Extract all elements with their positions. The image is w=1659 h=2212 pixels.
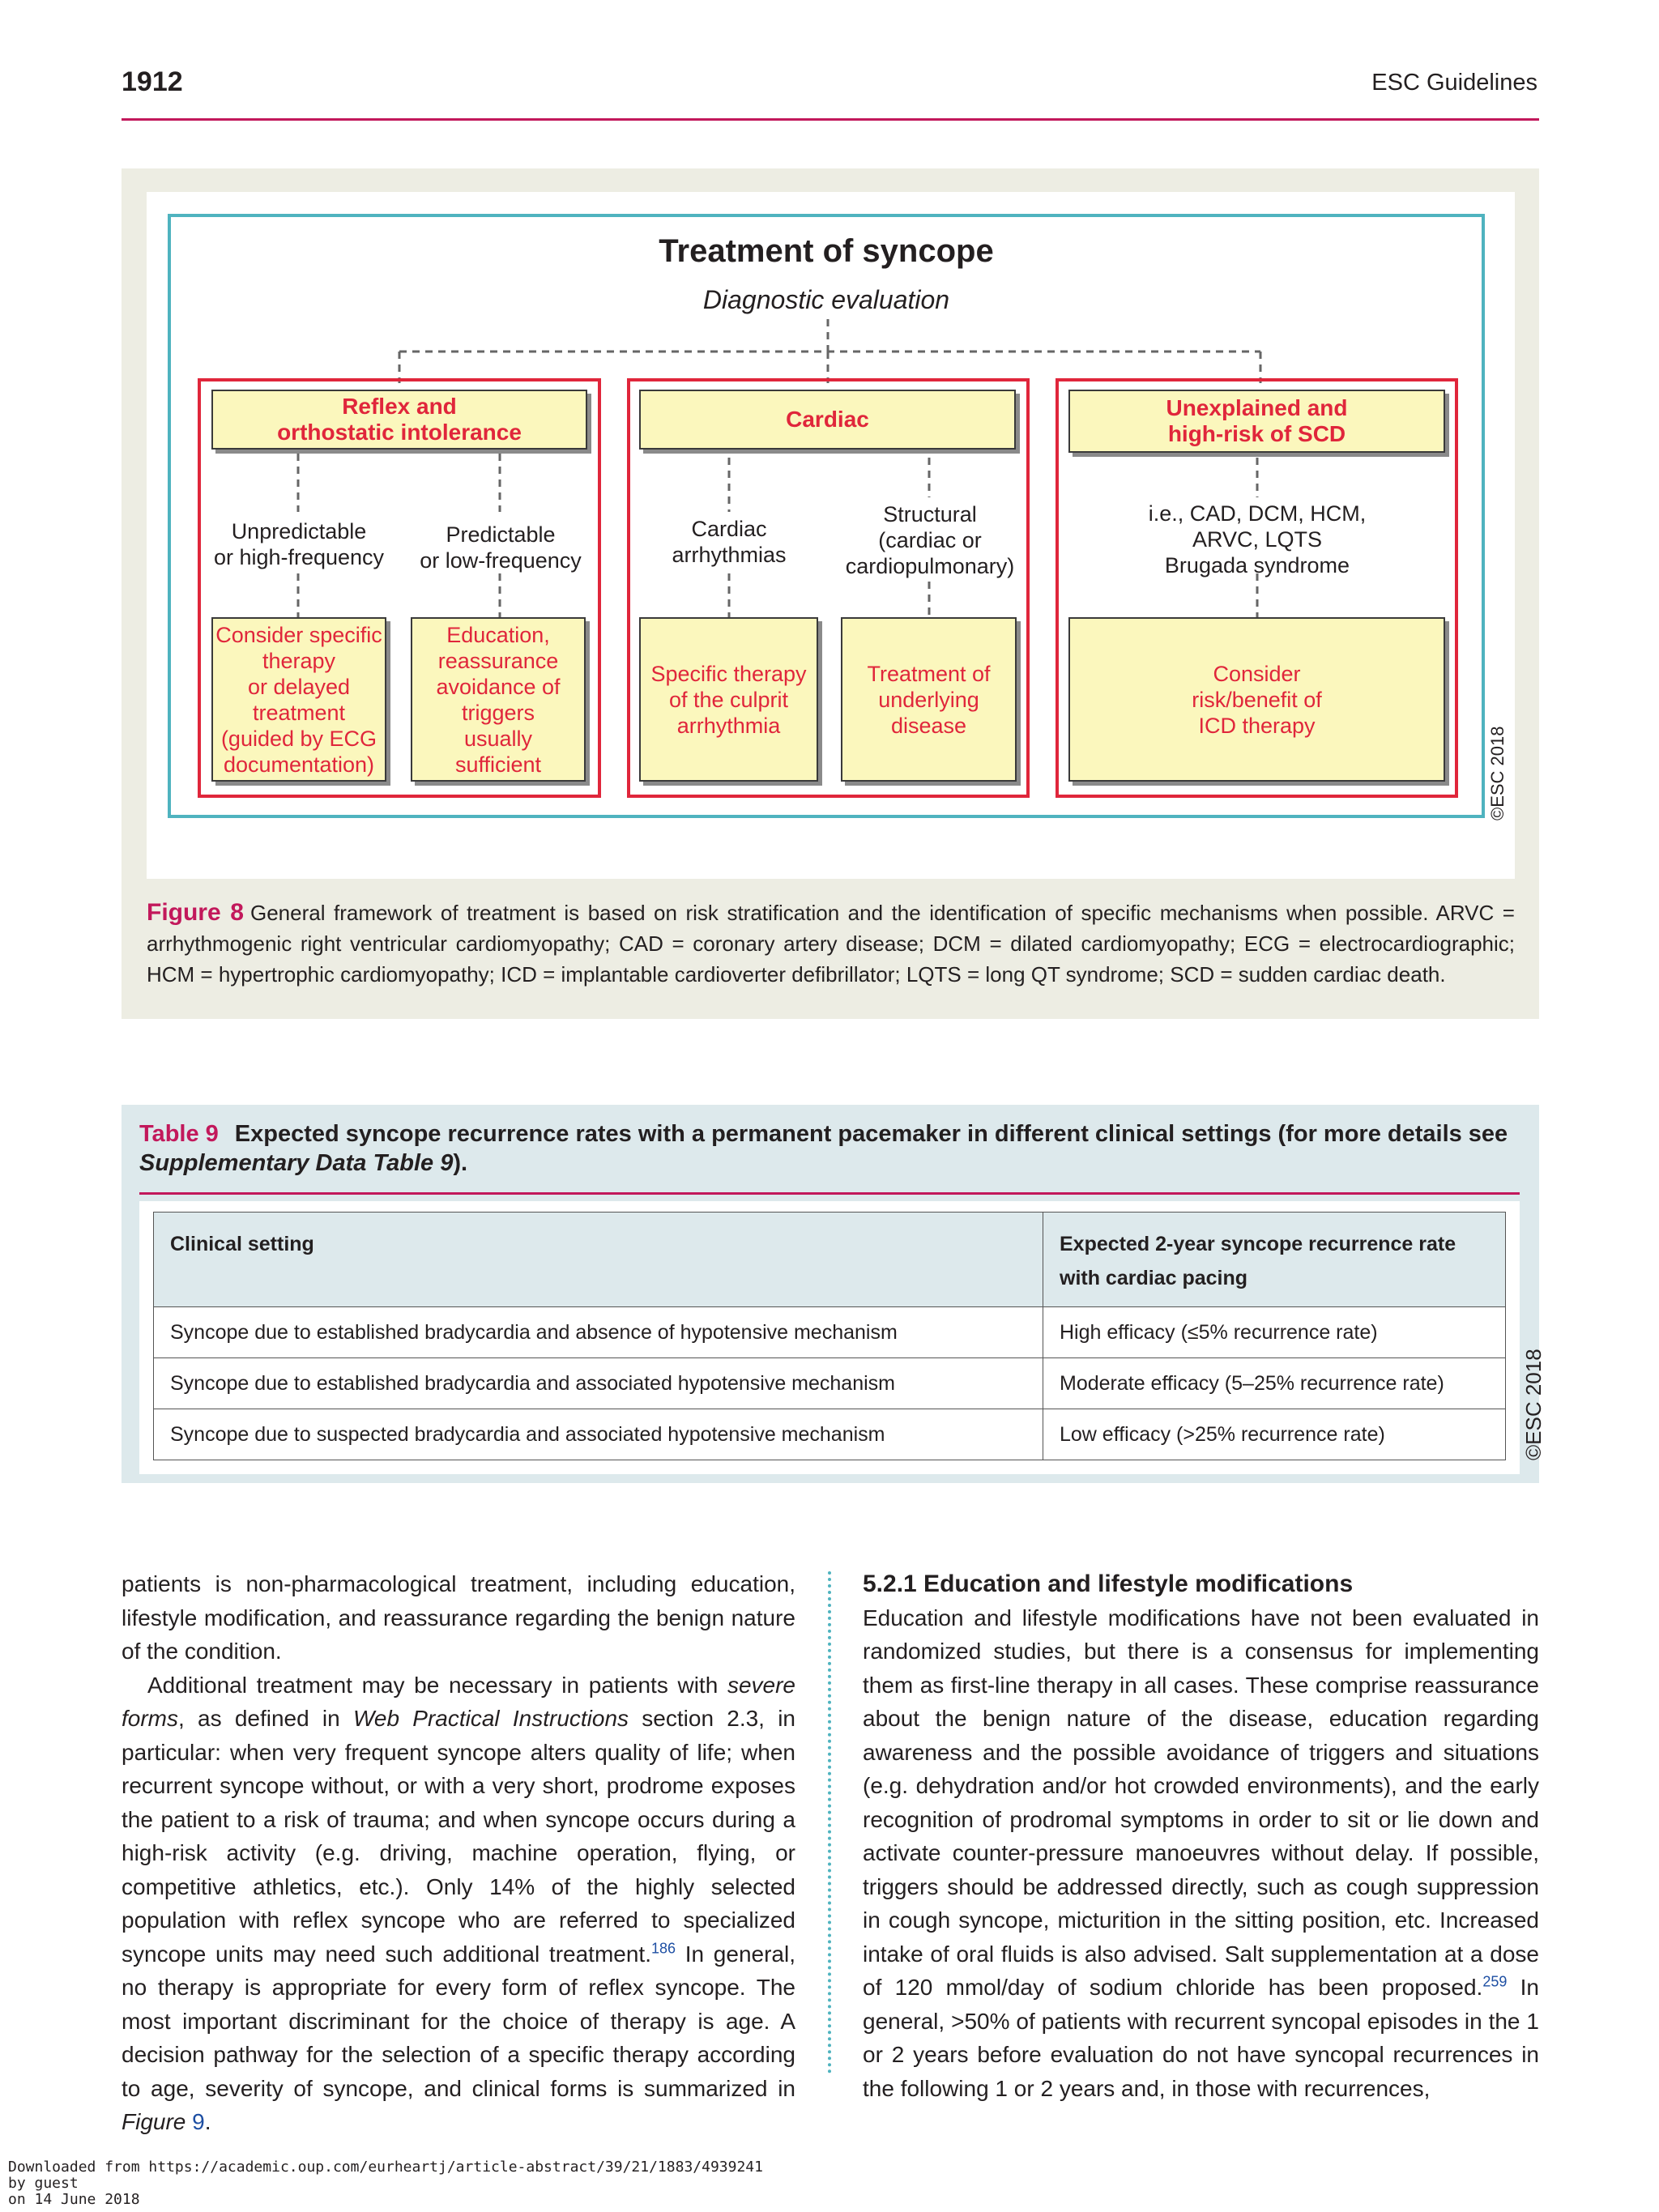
text-run: , as defined in [178, 1706, 353, 1731]
figure-reference-word[interactable]: Figure [122, 2109, 186, 2134]
download-footer: Downloaded from https://academic.oup.com/eurheartj/article-abstract/39/21/1883/4939241 by guest on 14 June 2018 [8, 2159, 763, 2208]
cardiac-condition-arrhythmias: Cardiac arrhythmias [672, 517, 787, 567]
group-scd-header: Unexplained and high-risk of SCD [1068, 390, 1445, 453]
text-run: Additional treatment may be necessary in patients with [147, 1672, 727, 1698]
table-cell: Syncope due to established bradycardia and associated hypotensive mechanism [154, 1358, 1043, 1409]
body-paragraph [863, 1601, 1539, 2106]
body-column-right [863, 1567, 1539, 2105]
figure-caption [147, 897, 1515, 990]
table-row [154, 1409, 1506, 1460]
table-title [139, 1119, 1516, 1178]
column-header-clinical-setting: Clinical setting [154, 1213, 1043, 1307]
body-column-left [122, 1567, 795, 2139]
table-row [154, 1358, 1506, 1409]
cardiac-treatment-specific: Specific therapy of the culprit arrhythmia [639, 617, 818, 782]
cardiac-treatment-underlying: Treatment of underlying disease [841, 617, 1017, 782]
recurrence-table [153, 1212, 1506, 1460]
reference-link[interactable]: 186 [650, 1940, 676, 1957]
group-cardiac-header: Cardiac [639, 390, 1016, 450]
scd-treatment-icd: Consider risk/benefit of ICD therapy [1068, 617, 1445, 782]
figure-reference-link[interactable] [122, 2109, 205, 2134]
text-run: . [204, 2109, 211, 2134]
text-run: In general, no therapy is appropriate for every form of reflex syncope. The most important discriminant for the choice of therapy is age. A decision pathway for the selection of a specific therapy according to age, severity of syncope, and clinical forms is summarized in [122, 1941, 795, 2101]
cardiac-condition-structural: Structural (cardiac or cardiopulmonary) [845, 502, 1015, 578]
group-reflex-header: Reflex and orthostatic intolerance [211, 390, 587, 450]
text-run: In general, >50% of patients with recurrent syncopal episodes in the 1 or 2 years before evaluation do not have syncopal recurrences in the following 1 or 2 years and, in those with recurrences, [863, 1975, 1539, 2101]
table-cell: High efficacy (≤5% recurrence rate) [1043, 1307, 1506, 1358]
figure-reference-number[interactable]: 9 [192, 2109, 205, 2134]
reflex-treatment-education: Education, reassurance avoidance of triggers usually sufficient [411, 617, 586, 782]
scd-condition: i.e., CAD, DCM, HCM, ARVC, LQTS Brugada syndrome [1148, 501, 1367, 578]
table-title-end: ). [453, 1150, 468, 1176]
table-header-row [154, 1213, 1506, 1307]
figure-copyright: ©ESC 2018 [1487, 726, 1508, 820]
body-paragraph [122, 1669, 795, 2139]
table-rule [139, 1192, 1520, 1195]
reflex-treatment-specific: Consider specific therapy or delayed treatment (guided by ECG documentation) [211, 617, 386, 782]
table-cell: Low efficacy (>25% recurrence rate) [1043, 1409, 1506, 1460]
body-paragraph: patients is non-pharmacological treatment, including education, lifestyle modification, and reassurance regarding the benign nature of the condition. [122, 1571, 795, 1664]
figure-caption-label: Figure 8 [147, 899, 244, 926]
figure-subtitle: Diagnostic evaluation [702, 285, 950, 314]
figure-title: Treatment of syncope [659, 233, 994, 269]
table-label: Table 9 [139, 1121, 219, 1147]
column-divider [828, 1571, 831, 2073]
table-cell: Moderate efficacy (5–25% recurrence rate) [1043, 1358, 1506, 1409]
reflex-condition-predictable: Predictable or low-frequency [420, 522, 582, 573]
table-cell: Syncope due to suspected bradycardia and associated hypotensive mechanism [154, 1409, 1043, 1460]
reference-link[interactable]: 259 [1482, 1973, 1508, 1990]
table-row [154, 1307, 1506, 1358]
section-heading: 5.2.1 Education and lifestyle modifications [863, 1571, 1354, 1597]
reflex-condition-unpredictable: Unpredictable or high-frequency [213, 519, 385, 569]
table-title-text: Expected syncope recurrence rates with a permanent pacemaker in different clinical settings (for more details see [234, 1121, 1508, 1147]
column-header-recurrence-rate: Expected 2-year syncope recurrence rate with cardiac pacing [1043, 1213, 1506, 1307]
figure-caption-text: General framework of treatment is based on risk stratification and the identification of specific mechanisms when possible. ARVC = arrhythmogenic right ventricular cardiomyopathy; CAD = coronary artery disease; DCM = dilated cardiomyopathy; ECG = electrocardiographic; HCM = hypertrophic cardiomyopathy; ICD = implantable cardioverter defibrillator; LQTS = long QT syndrome; SCD = sudden cardiac death. [147, 901, 1515, 987]
table-copyright: ©ESC 2018 [1521, 1349, 1546, 1460]
table-cell: Syncope due to established bradycardia and absence of hypotensive mechanism [154, 1307, 1043, 1358]
text-italic: Web Practical Instructions [352, 1706, 629, 1731]
running-header: ESC Guidelines [1371, 70, 1537, 96]
text-run: Education and lifestyle modifications have not been evaluated in randomized studies, but there is a consensus for implementing them as first-line therapy in all cases. These comprise reassurance about the benign nature of the disease, education regarding awareness and the possible avoidance of triggers and situations (e.g. dehydration and/or hot crowded environments), and the early recognition of prodromal symptoms in order to sit or lie down and activate counter-pressure manoeuvres without delay. If possible, triggers should be addressed directly, such as cough suppression in cough syncope, micturition in the sitting position, etc. Increased intake of oral fluids is also advised. Salt supplementation at a dose of 120 mmol/day of sodium chloride has been proposed. [863, 1605, 1539, 2000]
text-italic: severe forms [122, 1672, 795, 1731]
table-title-supplementary: Supplementary Data Table 9 [139, 1150, 454, 1176]
text-run: section 2.3, in particular: when very frequent syncope alters quality of life; when recurrent syncope without, or with a very short, prodrome exposes the patient to a risk of trauma; and when syncope occurs during a high-risk activity (e.g. driving, machine operation, flying, or competitive athletics, etc.). Only 14% of the highly selected population with reflex syncope who are referred to specialized syncope units may need such additional treatment. [122, 1706, 795, 1967]
page-number: 1912 [122, 66, 183, 97]
